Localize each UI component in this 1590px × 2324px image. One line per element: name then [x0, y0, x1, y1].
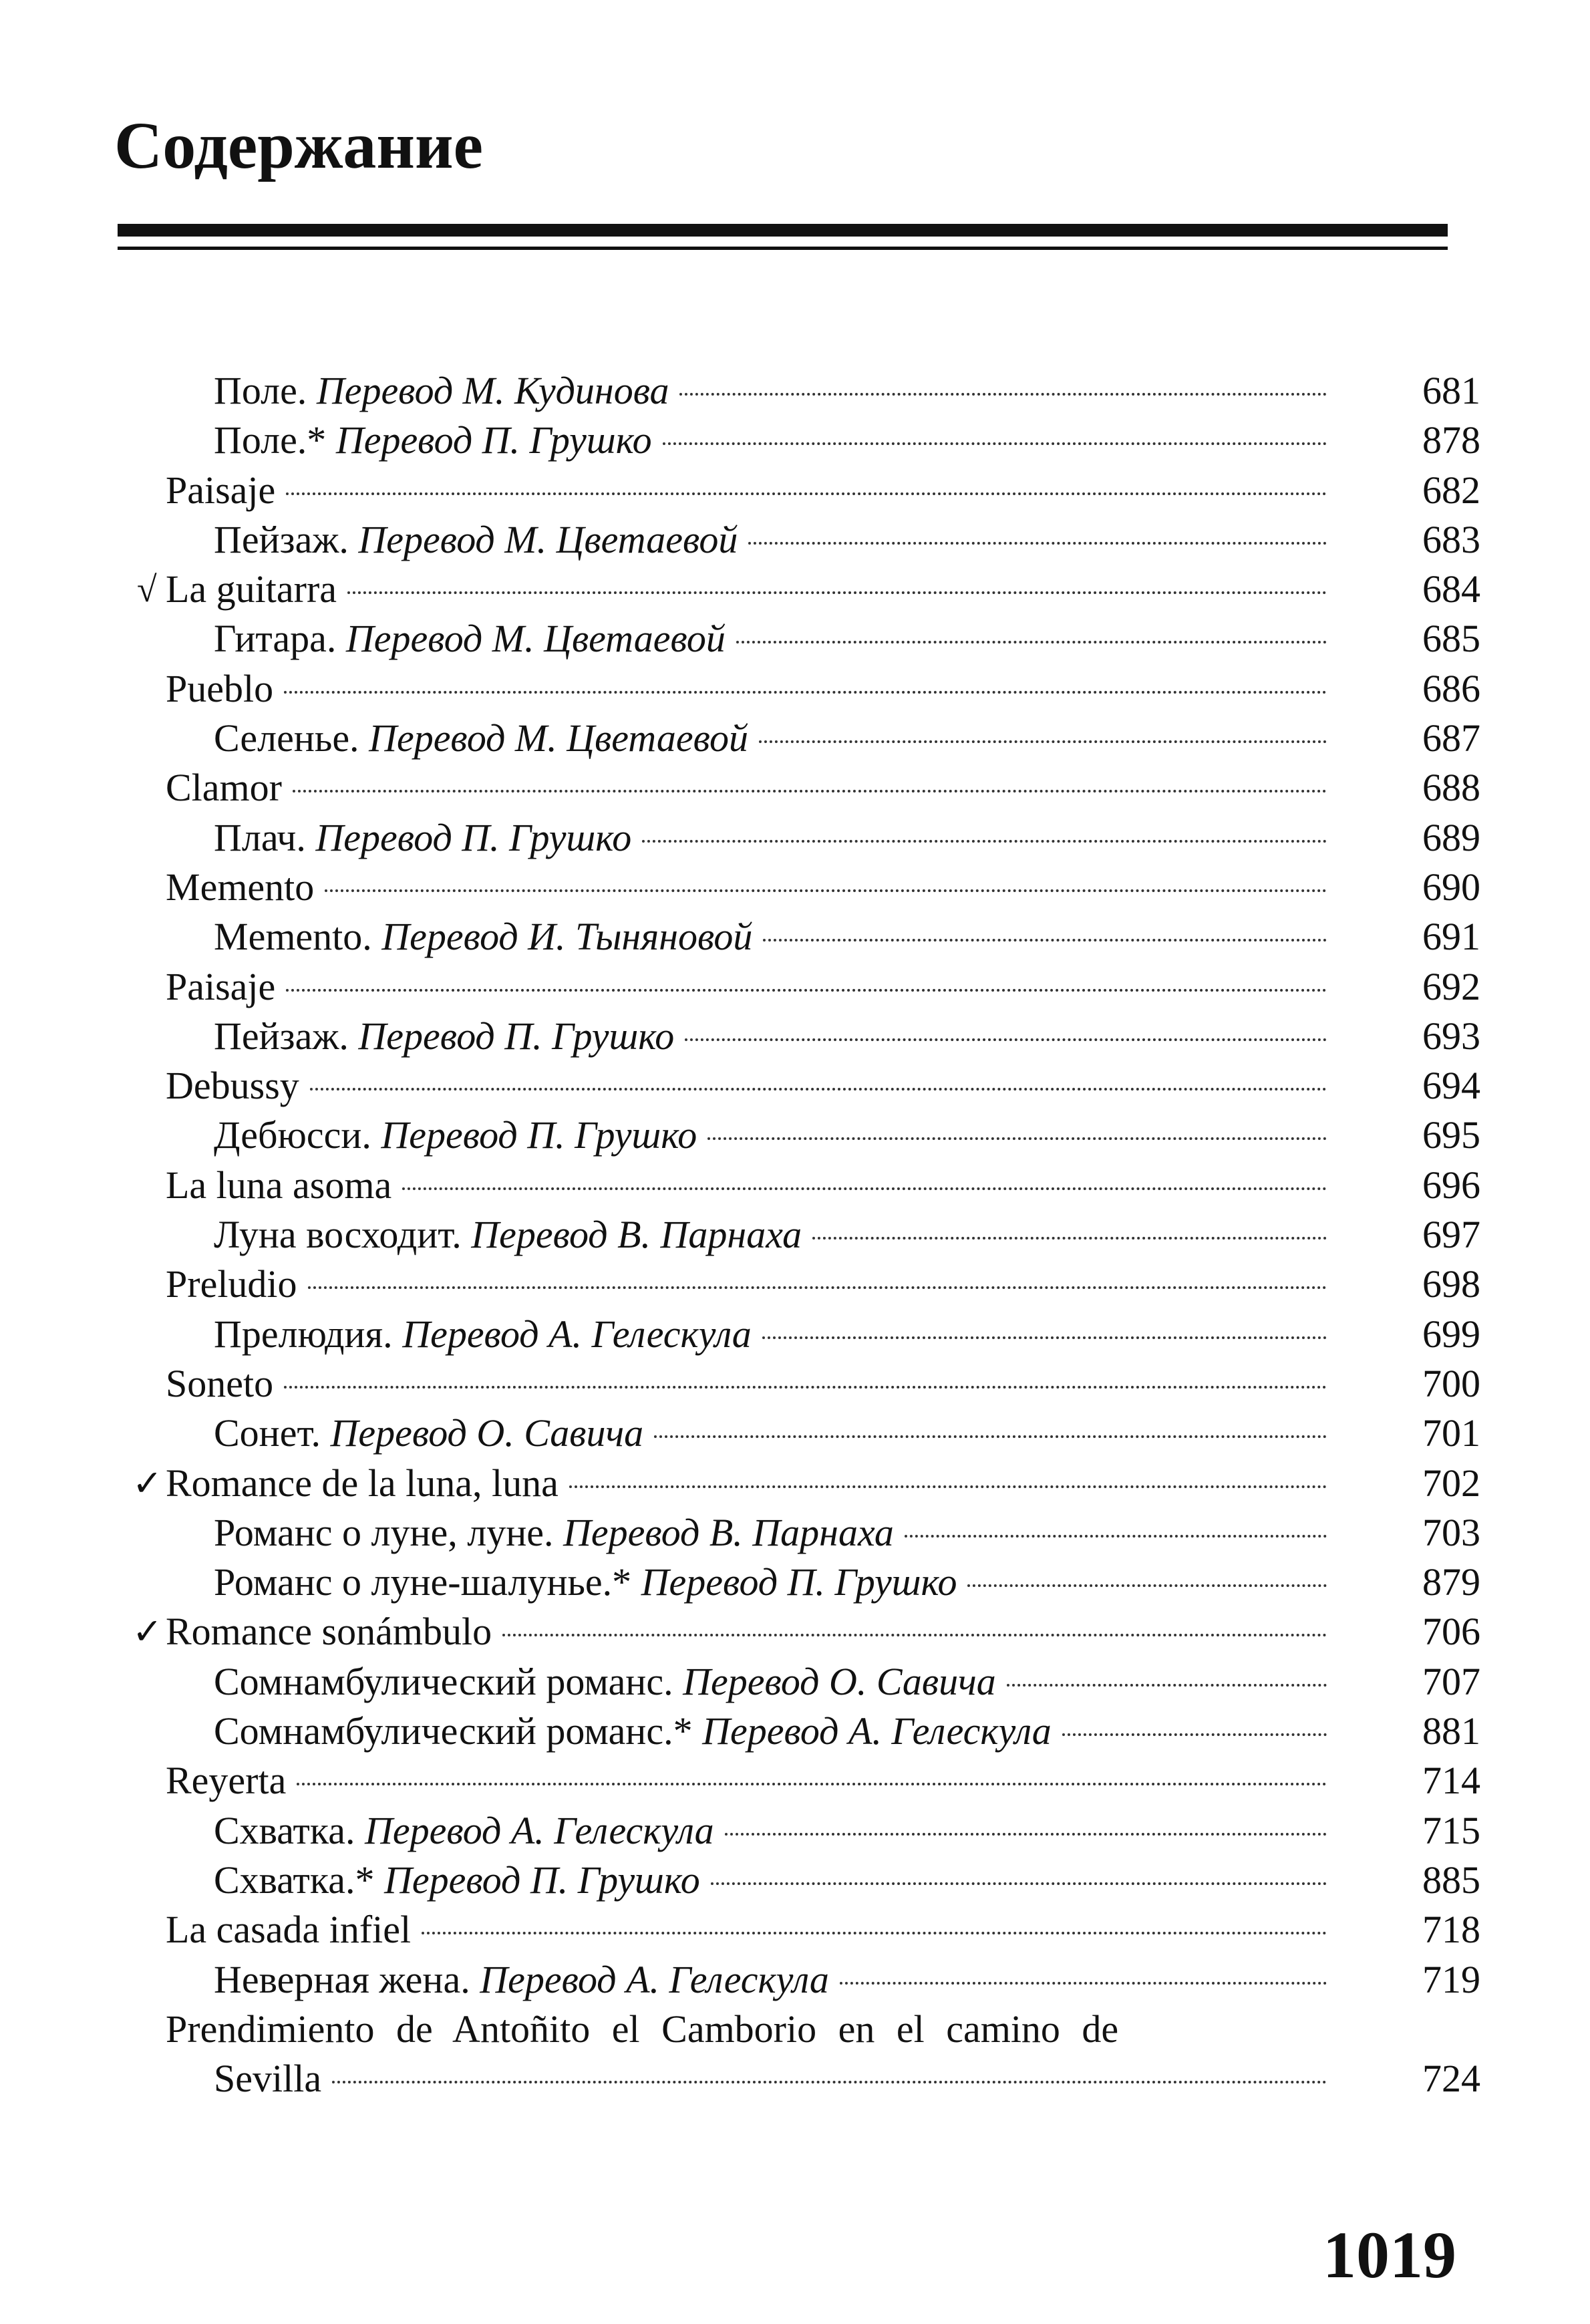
- toc-entry: [0, 1310, 1590, 1359]
- entry-page: 715: [1422, 1808, 1480, 1852]
- dot-leader: [840, 1982, 1327, 1985]
- toc-entry: [0, 1856, 1590, 1905]
- entry-translator: Перевод М. Цветаевой: [358, 517, 738, 561]
- entry-page: 706: [1422, 1610, 1480, 1654]
- title-rule-thin: [118, 247, 1448, 250]
- dot-leader: [286, 492, 1327, 495]
- handwritten-check-mark: ✓: [132, 1463, 163, 1503]
- toc-entry: [0, 1806, 1590, 1856]
- entry-page: 693: [1422, 1014, 1480, 1058]
- entry-title: Селенье.: [214, 716, 359, 760]
- toc-entry: [0, 1260, 1590, 1309]
- toc-entry: [0, 1012, 1590, 1061]
- entry-title: Романс о луне-шалунье.*: [214, 1560, 632, 1604]
- dot-leader: [422, 1932, 1327, 1934]
- entry-page: 707: [1422, 1659, 1480, 1703]
- entry-title: Сомнамбулический романс.: [214, 1659, 673, 1703]
- entry-translator: Перевод П. Грушко: [641, 1560, 957, 1604]
- entry-page: 879: [1422, 1560, 1480, 1604]
- entry-page: 689: [1422, 815, 1480, 859]
- entry-translator: Перевод П. Грушко: [383, 1858, 700, 1902]
- entry-page: 698: [1422, 1262, 1480, 1306]
- entry-page: 682: [1422, 468, 1480, 512]
- entry-title: Romance sonámbulo: [166, 1610, 492, 1654]
- handwritten-check-mark: √: [137, 569, 157, 610]
- entry-title: Paisaje: [166, 468, 276, 512]
- toc-entry: [0, 1409, 1590, 1458]
- entry-title: Debussy: [166, 1064, 299, 1108]
- entry-title: Пейзаж.: [214, 517, 349, 561]
- entry-translator: Перевод П. Грушко: [381, 1113, 697, 1157]
- dot-leader: [759, 740, 1327, 743]
- toc-entry: [0, 1161, 1590, 1210]
- toc-entry: [0, 1210, 1590, 1260]
- dot-leader: [736, 641, 1327, 643]
- entry-title: Схватка.: [214, 1808, 355, 1852]
- dot-leader: [763, 939, 1327, 941]
- entry-title: Paisaje: [166, 964, 276, 1008]
- toc-entry: [0, 1558, 1590, 1607]
- dot-leader: [297, 1783, 1327, 1785]
- entry-translator: Перевод М. Цветаевой: [345, 617, 726, 661]
- dot-leader: [347, 591, 1327, 594]
- entry-translator: Перевод А. Гелескула: [702, 1709, 1052, 1753]
- entry-translator: Перевод В. Парнаха: [563, 1510, 894, 1554]
- entry-page: 702: [1422, 1461, 1480, 1505]
- dot-leader: [725, 1833, 1327, 1836]
- entry-page: 690: [1422, 865, 1480, 909]
- toc-entry: [0, 912, 1590, 962]
- entry-page: 685: [1422, 617, 1480, 661]
- dot-leader: [1007, 1684, 1327, 1687]
- dot-leader: [762, 1336, 1327, 1339]
- dot-leader: [654, 1435, 1327, 1438]
- entry-title: La guitarra: [166, 567, 337, 611]
- toc-entry: [0, 962, 1590, 1012]
- entry-page: 688: [1422, 766, 1480, 810]
- entry-title: Схватка.*: [214, 1858, 375, 1902]
- dot-leader: [711, 1882, 1327, 1885]
- toc-entry: [0, 813, 1590, 863]
- entry-translator: Перевод П. Грушко: [358, 1014, 675, 1058]
- entry-page: 684: [1422, 567, 1480, 611]
- toc-entry: [0, 1359, 1590, 1409]
- toc-entry: [0, 1657, 1590, 1707]
- table-of-contents: [0, 366, 1590, 2103]
- entry-translator: Перевод В. Парнаха: [471, 1213, 802, 1257]
- entry-title: Луна восходит.: [214, 1213, 462, 1257]
- entry-translator: Перевод А. Гелескула: [402, 1312, 752, 1356]
- dot-leader: [293, 790, 1327, 792]
- entry-translator: Перевод М. Кудинова: [316, 369, 669, 412]
- dot-leader: [325, 889, 1327, 892]
- entry-title: Поле.: [214, 369, 307, 412]
- entry-title: La casada infiel: [166, 1908, 412, 1952]
- toc-entry: [0, 515, 1590, 565]
- entry-page: 700: [1422, 1361, 1480, 1405]
- dot-leader: [812, 1237, 1327, 1240]
- entry-title: Reyerta: [166, 1759, 287, 1803]
- dot-leader: [642, 840, 1327, 843]
- entry-page: 695: [1422, 1113, 1480, 1157]
- entry-translator: Перевод П. Грушко: [335, 418, 652, 462]
- dot-leader: [967, 1584, 1327, 1587]
- entry-translator: Перевод А. Гелескула: [364, 1808, 714, 1852]
- entry-page: 718: [1422, 1908, 1480, 1952]
- entry-title: Сомнамбулический романс.*: [214, 1709, 693, 1753]
- toc-entry: [0, 565, 1590, 614]
- entry-title: Сонет.: [214, 1411, 321, 1455]
- dot-leader: [284, 691, 1327, 694]
- entry-page: 699: [1422, 1312, 1480, 1356]
- toc-entry: [0, 1955, 1590, 2005]
- entry-translator: Перевод А. Гелескула: [480, 1957, 829, 2001]
- entry-title: Preludio: [166, 1262, 297, 1306]
- dot-leader: [502, 1634, 1327, 1636]
- entry-page: 683: [1422, 517, 1480, 561]
- toc-entry: [0, 1607, 1590, 1656]
- title-rule-thick: [118, 224, 1448, 237]
- entry-title: La luna asoma: [166, 1163, 392, 1207]
- entry-title: Memento: [166, 865, 315, 909]
- entry-page: 681: [1422, 369, 1480, 412]
- entry-translator: Перевод П. Грушко: [315, 815, 632, 859]
- entry-page: 697: [1422, 1213, 1480, 1257]
- entry-page: 724: [1422, 2057, 1480, 2101]
- toc-entry: [0, 763, 1590, 813]
- toc-entry: [0, 1111, 1590, 1160]
- dot-leader: [310, 1088, 1327, 1091]
- toc-entry: [0, 366, 1590, 416]
- dot-leader: [685, 1038, 1327, 1041]
- dot-leader: [748, 542, 1327, 545]
- entry-title: Memento.: [214, 915, 372, 959]
- handwritten-check-mark: ✓: [132, 1612, 163, 1652]
- entry-page: 686: [1422, 666, 1480, 710]
- entry-translator: Перевод О. Савича: [330, 1411, 644, 1455]
- toc-entry: [0, 614, 1590, 664]
- entry-title-line2: Sevilla: [214, 2057, 322, 2101]
- entry-page: 714: [1422, 1759, 1480, 1803]
- toc-entry: [0, 2054, 1590, 2103]
- entry-translator: Перевод И. Тынянoвой: [381, 915, 753, 959]
- dot-leader: [402, 1187, 1327, 1190]
- entry-page: 881: [1422, 1709, 1480, 1753]
- entry-title: Pueblo: [166, 666, 274, 710]
- entry-page: 687: [1422, 716, 1480, 760]
- entry-translator: Перевод О. Савича: [683, 1659, 996, 1703]
- toc-entry: [0, 466, 1590, 515]
- entry-title-line1: Prendimiento de Antoñito el Camborio en el camino de: [166, 2007, 1119, 2051]
- entry-page: 691: [1422, 915, 1480, 959]
- dot-leader: [332, 2081, 1327, 2083]
- dot-leader: [569, 1485, 1327, 1488]
- toc-entry: [0, 1905, 1590, 1954]
- entry-page: 885: [1422, 1858, 1480, 1902]
- toc-entry: [0, 1508, 1590, 1558]
- entry-page: 719: [1422, 1957, 1480, 2001]
- toc-entry: [0, 1061, 1590, 1111]
- toc-entry: [0, 863, 1590, 912]
- entry-title: Прелюдия.: [214, 1312, 393, 1356]
- dot-leader: [284, 1386, 1327, 1389]
- entry-page: 692: [1422, 964, 1480, 1008]
- entry-title: Soneto: [166, 1361, 274, 1405]
- entry-page: 701: [1422, 1411, 1480, 1455]
- dot-leader: [308, 1286, 1327, 1289]
- entry-title: Неверная жена.: [214, 1957, 470, 2001]
- entry-page: 878: [1422, 418, 1480, 462]
- entry-title: Поле.*: [214, 418, 327, 462]
- toc-entry: [0, 1459, 1590, 1508]
- entry-title: Clamor: [166, 766, 282, 810]
- toc-entry: [0, 1707, 1590, 1756]
- entry-title: Дебюсси.: [214, 1113, 371, 1157]
- entry-translator: Перевод М. Цветаевой: [369, 716, 749, 760]
- dot-leader: [679, 393, 1327, 396]
- toc-entry: [0, 416, 1590, 465]
- toc-entry: [0, 2005, 1590, 2054]
- entry-title: Romance de la luna, luna: [166, 1461, 559, 1505]
- dot-leader: [905, 1535, 1327, 1538]
- page-number: 1019: [1323, 2218, 1456, 2292]
- page-title: Содержание: [114, 108, 484, 182]
- entry-page: 696: [1422, 1163, 1480, 1207]
- dot-leader: [663, 442, 1327, 445]
- dot-leader: [286, 989, 1327, 992]
- dot-leader: [707, 1137, 1327, 1140]
- entry-page: 694: [1422, 1064, 1480, 1108]
- toc-entry: [0, 664, 1590, 714]
- entry-title: Плач.: [214, 815, 306, 859]
- entry-title: Гитара.: [214, 617, 337, 661]
- toc-entry: [0, 714, 1590, 763]
- dot-leader: [1062, 1733, 1327, 1736]
- entry-title: Пейзаж.: [214, 1014, 349, 1058]
- entry-page: 703: [1422, 1510, 1480, 1554]
- toc-entry: [0, 1756, 1590, 1805]
- entry-title: Романс о луне, луне.: [214, 1510, 554, 1554]
